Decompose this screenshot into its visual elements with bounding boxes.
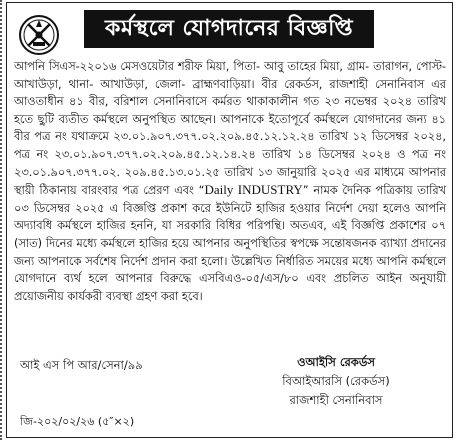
notice-title-text: কর্মস্থলে যোগদানের বিজ্ঞপ্তি [104,15,354,41]
cut-line [0,0,4,440]
footer-code: জি-২০২/০২/২৬ (৫″×২) [20,415,135,428]
notice-body-part1: আপনি সিএস-২২০১৬ মেসওয়েটার শরীফ মিয়া, পিতা- আবু তাহের মিয়া, গ্রাম- তারাগন, পোস্ট- আখাউড়া, থানা- আখাউড়া, জেলা- ব্রাহ্মণবাড়িয়া। বীর রেকর্ডস, রাজশাহী সেনানিবাস এর আওতাধীন ৪১ বীর, বরিশাল সেনানিবাসে কর্মরত থাকাকালীন গত ২৩ নভেম্বর ২০২৪ তারিখ হতে ছুটি ব্যতীত কর্মস্থলে অনুপস্থিত আছেন। আপনাকে ইতোপূর্বে কর্মস্থলে যোগদানের জন্য ৪১ বীর পত্র নং যথাক্রমে ২৩.০১.৯০৭.৩৭৭.০২.২০৯.৪৫.১২.১২.২৪ তারিখ ১২ ডিসেম্বর ২০২৪, পত্র নং ২৩.০১.৯০৭.৩৭৭.০২.২০৯.৪৫.১২.১৪.২৪ তারিখ ১৪ ডিসেম্বর ২০২৪ ও পত্র নং ২৩.০১.৯০৭.৩৭৭.০২. ২০৯.৪৫.১৩.০১.২৫ তারিখ ১৩ জানুয়ারি ২০২৫ এর মাধ্যমে আপনার স্থায়ী ঠিকানায় বারংবার পত্র প্রেরণ এবং “ [14,60,446,198]
notice-body [14,58,446,305]
signature-title: ওআইসি রেকর্ডস [297,355,375,369]
signature-org: বিআইআরসি (রেকর্ডস) [282,374,390,388]
reference-number: আই এস পি আর/সেনা/৯৯ [20,358,143,372]
notice-title [84,10,374,48]
army-emblem-icon [18,14,60,56]
notice-body-part2: ” নামক দৈনিক পত্রিকায় তারিখ ০৩ ডিসেম্বর ২০২৫ এ বিজ্ঞপ্তি প্রকাশ করে ইউনিটে হাজির হওয়ার নির্দেশ দেয়া হলেও আপনি অদ্যাবধি কর্মস্থলে হাজির হননি, যা সরকারি বিধির পরিপন্থি। অতএব, এই বিজ্ঞপ্তি প্রকাশের ০৭ (সাত) দিনের মধ্যে কর্মস্থলে হাজির হয়ে আপনার অনুপস্থিতির স্বপক্ষে সন্তোষজনক ব্যাখ্যা প্রদানের জন্য আপনাকে সর্বশেষ নির্দেশ প্রদান করা হলো। উল্লেখিত নির্ধারিত সময়ের মধ্যে আপনি কর্মস্থলে যোগদানে ব্যর্থ হলে আপনার বিরুদ্ধে এসবিএও-০৫/এস/৮০ এবং প্রচলিত আইন অনুযায়ী প্রয়োজনীয় কার্যকরী ব্যবস্থা গ্রহণ করা হবে। [14,184,446,303]
signature-location: রাজশাহী সেনানিবাস [289,393,383,407]
newspaper-name: Daily INDUSTRY [204,182,303,198]
signature-block [241,353,431,410]
